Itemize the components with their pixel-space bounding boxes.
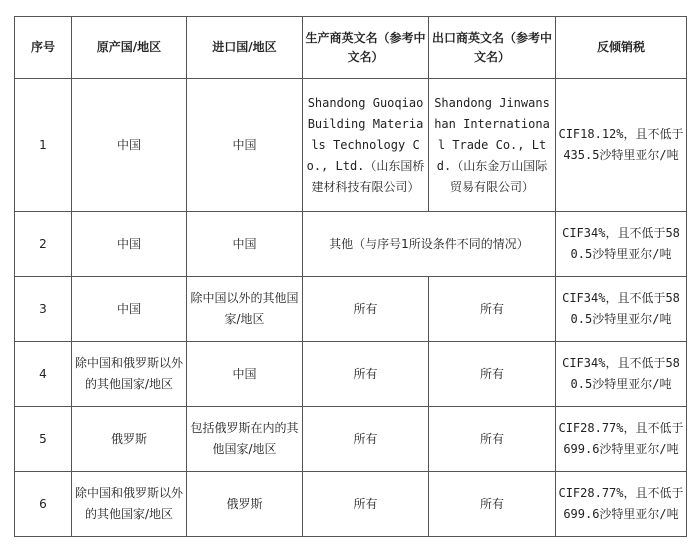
row-producer: 所有	[303, 472, 429, 537]
row-producer: 所有	[303, 342, 429, 407]
table-row	[15, 407, 687, 472]
row-import: 俄罗斯	[187, 472, 303, 537]
header-exporter: 出口商英文名（参考中文名）	[429, 17, 556, 79]
row-duty: CIF18.12%，且不低于435.5沙特里亚尔/吨	[556, 79, 687, 212]
row-duty: CIF34%，且不低于580.5沙特里亚尔/吨	[556, 277, 687, 342]
table-row	[15, 472, 687, 537]
table-header-row	[15, 17, 687, 79]
row-exporter: 所有	[429, 342, 556, 407]
table-row	[15, 79, 687, 212]
row-import: 中国	[187, 212, 303, 277]
row-import: 除中国以外的其他国家/地区	[187, 277, 303, 342]
row-producer-exporter-merged: 其他（与序号1所设条件不同的情况）	[303, 212, 556, 277]
row-origin: 中国	[72, 277, 187, 342]
row-import: 包括俄罗斯在内的其他国家/地区	[187, 407, 303, 472]
row-producer: 所有	[303, 277, 429, 342]
header-no: 序号	[15, 17, 72, 79]
row-exporter: 所有	[429, 472, 556, 537]
row-no: 2	[15, 212, 72, 277]
header-duty: 反倾销税	[556, 17, 687, 79]
row-import: 中国	[187, 342, 303, 407]
header-producer: 生产商英文名（参考中文名）	[303, 17, 429, 79]
row-duty: CIF28.77%，且不低于699.6沙特里亚尔/吨	[556, 472, 687, 537]
row-exporter: 所有	[429, 277, 556, 342]
row-no: 5	[15, 407, 72, 472]
row-origin: 中国	[72, 212, 187, 277]
row-producer: Shandong Guoqiao Building Materials Technology Co., Ltd.（山东国桥建材科技有限公司）	[303, 79, 429, 212]
table-row	[15, 212, 687, 277]
row-origin: 除中国和俄罗斯以外的其他国家/地区	[72, 342, 187, 407]
row-exporter: 所有	[429, 407, 556, 472]
row-no: 4	[15, 342, 72, 407]
row-duty: CIF34%，且不低于580.5沙特里亚尔/吨	[556, 342, 687, 407]
row-no: 3	[15, 277, 72, 342]
header-origin: 原产国/地区	[72, 17, 187, 79]
row-exporter: Shandong Jinwanshan International Trade Co., Ltd.（山东金万山国际贸易有限公司）	[429, 79, 556, 212]
row-duty: CIF28.77%，且不低于699.6沙特里亚尔/吨	[556, 407, 687, 472]
row-origin: 中国	[72, 79, 187, 212]
anti-dumping-duty-table	[14, 16, 687, 537]
row-origin: 除中国和俄罗斯以外的其他国家/地区	[72, 472, 187, 537]
row-origin: 俄罗斯	[72, 407, 187, 472]
row-duty: CIF34%，且不低于580.5沙特里亚尔/吨	[556, 212, 687, 277]
row-producer: 所有	[303, 407, 429, 472]
row-no: 6	[15, 472, 72, 537]
table-row	[15, 342, 687, 407]
header-import: 进口国/地区	[187, 17, 303, 79]
row-no: 1	[15, 79, 72, 212]
row-import: 中国	[187, 79, 303, 212]
table-row	[15, 277, 687, 342]
